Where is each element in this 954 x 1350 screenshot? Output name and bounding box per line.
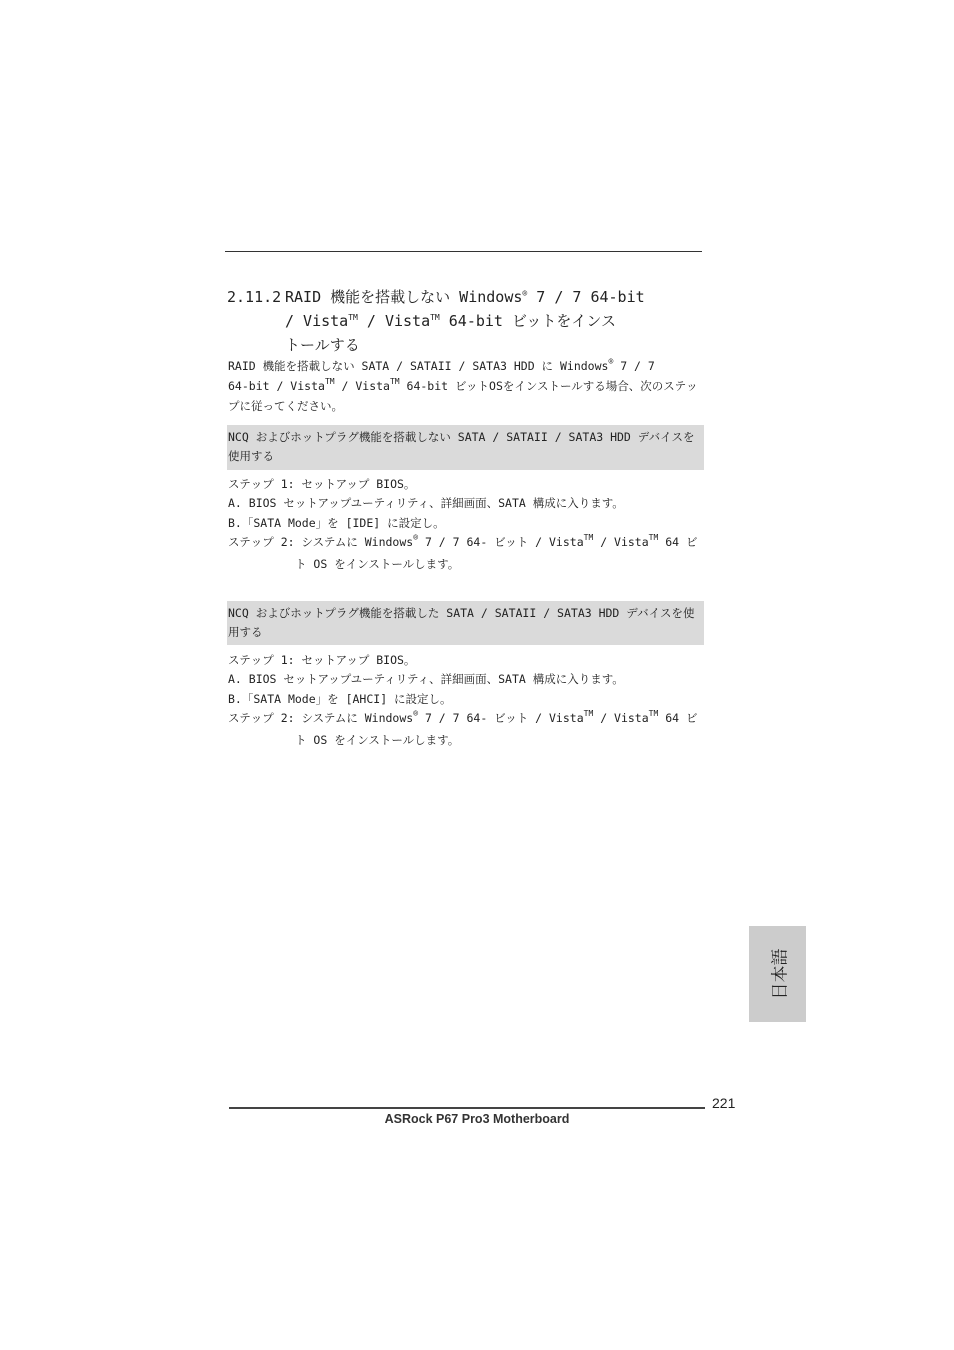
step-2-continued: ト OS をインストールします。 [295, 733, 460, 748]
step-1: ステップ 1: セットアップ BIOS。 [228, 653, 416, 667]
step-1a: A. BIOS セットアップユーティリティ、詳細画面、SATA 構成に入ります。 [228, 496, 624, 511]
page-number: 221 [712, 1095, 736, 1111]
ncq-disabled-box: NCQ およびホットプラグ機能を搭載しない SATA / SATAII / SATA3 HDD デバイスを 使用する [227, 425, 704, 470]
section-number: 2.11.2 [227, 288, 282, 306]
step-1b: B.「SATA Mode」を [AHCI] に設定し。 [228, 691, 452, 706]
top-rule [225, 251, 702, 252]
language-tab-label: 日本語 [770, 948, 790, 1000]
step-1a: A. BIOS セットアップユーティリティ、詳細画面、SATA 構成に入ります。 [228, 672, 624, 687]
ncq-enabled-steps [228, 651, 698, 750]
language-tab [749, 926, 806, 1022]
intro-paragraph: RAID 機能を搭載しない SATA / SATAII / SATA3 HDD に Windows® 7 / 7 64-bit / Vista™ / Vista™ 64-bit ビットOSをインストールする場合、次のステッ プに従ってください。 [228, 357, 698, 413]
footer-title: ASRock P67 Pro3 Motherboard [384, 1112, 570, 1126]
step-1: ステップ 1: セットアップ BIOS。 [228, 477, 416, 491]
ncq-disabled-steps [228, 475, 698, 574]
ncq-enabled-box: NCQ およびホットプラグ機能を搭載した SATA / SATAII / SATA3 HDD デバイスを使 用する [227, 601, 704, 645]
step-2: ステップ 2: システムに Windows® 7 / 7 64- ビット / Vista™ / Vista™ 64 ビ [228, 708, 698, 725]
section-heading: 2.11.2 RAID 機能を搭載しない Windows® 7 / 7 64-bit / Vista™ / Vista™ 64-bit ビットをインス トールする [227, 285, 707, 357]
bottom-rule [229, 1107, 705, 1109]
step-2: ステップ 2: システムに Windows® 7 / 7 64- ビット / Vista™ / Vista™ 64 ビ [228, 532, 698, 549]
step-1b: B.「SATA Mode」を [IDE] に設定し。 [228, 515, 445, 530]
step-2-continued: ト OS をインストールします。 [295, 557, 460, 572]
